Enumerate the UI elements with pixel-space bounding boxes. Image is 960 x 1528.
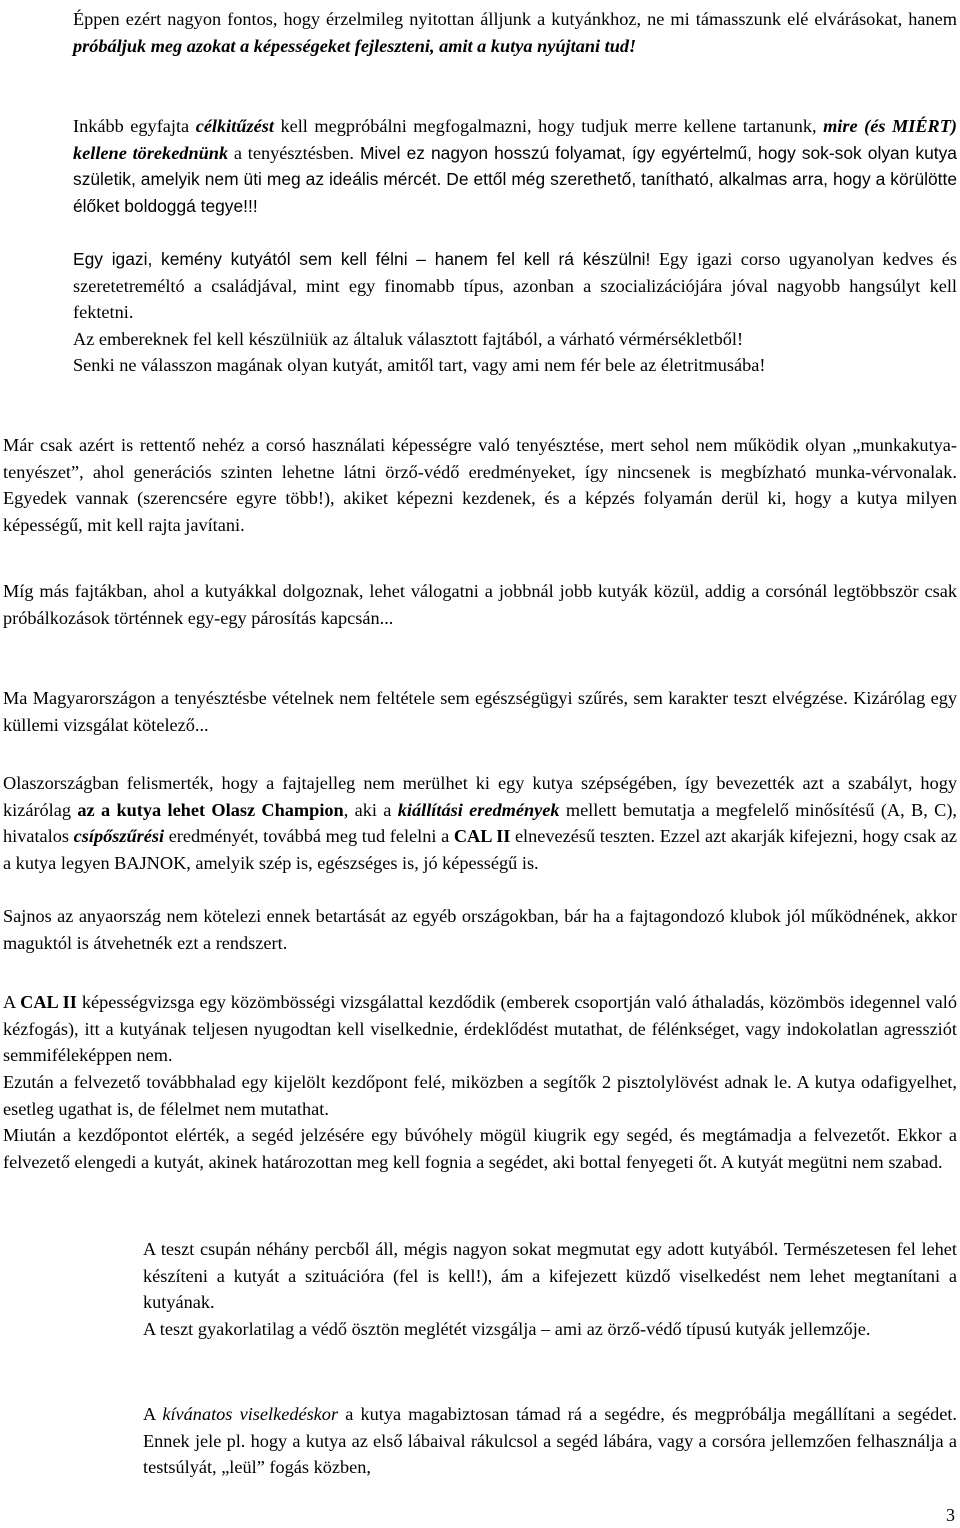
text-run: elnevezésű teszten. Ezzel azt akarják kifejezni, hogy csak az a kutya legyen BAJNOK, amelyik szép is, egészséges is, jó képességű is. [3,826,958,873]
paragraph-protective-instinct: A teszt gyakorlatilag a védő ösztön meglétét vizsgálja – ami az örző-védő típusú kutyák jellemzője. [143,1319,871,1339]
paragraph-goals [73,113,957,219]
paragraph-test-summary: A teszt csupán néhány percből áll, mégis nagyon sokat megmutat egy adott kutyából. Természetesen fel lehet készíteni a kutyát a szituációra (fel is kell!), ám a kifejezett küzdő viselkedést nem lehet megtanítani a kutyának. [143,1239,957,1313]
text-run: képességvizsga egy közömbösségi vizsgálattal kezdődik (emberek csoportján való áthaladás, közömbös idegennel való kézfogás), itt a kutyának teljesen nyugodtan kell viselkednie, érdeklődést mutathat, de félénkséget, vagy indokolatlan agressziót semmiféleképpen nem. [3,992,958,1066]
paragraph-hungary: Ma Magyarországon a tenyésztésbe vételnek nem feltétele sem egészségügyi szűrés, sem karakter teszt elvégzése. Kizárólag egy küllemi vizsgálat kötelező... [3,688,957,735]
paragraph-expectations [73,6,957,59]
paragraph-prepare: Az embereknek fel kell készülniük az általuk választott fajtából, a várható vérmérsékletből! [73,329,744,349]
text-run: a kutya magabiztosan támad rá a segédre, és megpróbálja megállítani a segédet. Ennek jele pl. hogy a kutya az első lábaival rákulcsol a segéd lábára, vagy a corsóra jellemzően felhasználja a testsúlyát, „leül” fogás közben, [143,1404,957,1478]
page-number: 3 [946,1505,955,1525]
emphasis-text: célkitűzést [195,116,274,136]
paragraph-attack: Miután a kezdőpontot elérték, a segéd jelzésére egy búvóhely mögül kiugrik egy segéd, és megtámadja a felvezetőt. Ekkor a felvezető elengedi a kutyát, akinek határozottan meg kell fognia a segédet, aki bottal fenyegeti őt. A kutyát megütni nem szabad. [3,1125,957,1172]
paragraph-gunshots: Ezután a felvezető továbbhalad egy kijelölt kezdőpont felé, miközben a segítők 2 pisztolylövést adnak le. A kutya odafigyelhet, esetleg ugathat is, de félelmet nem mutathat. [3,1072,957,1119]
paragraph-hard-dog [73,246,957,326]
text-run: Inkább egyfajta [73,116,196,136]
paragraph-working-breeding: Már csak azért is rettentő nehéz a corsó használati képességre való tenyésztése, mert sehol nem működik olyan „munkakutya-tenyészet”, ahol generációs szinten lehetne látni örző-védő eredményeket, így nincsenek is megbízható munka-vérvonalak. Egyedek vannak (szerencsére egyre több!), akiket képezni kezdenek, és a képzés folyamán derül ki, hogy a kutya milyen képességű, mit kell rajta javítani. [3,435,957,535]
text-run: , aki a [343,799,398,820]
paragraph-mother-country: Sajnos az anyaország nem kötelezi ennek betartását az egyéb országokban, bár ha a fajtagondozó klubok jól működnének, akkor maguktól is átvehetnék ezt a rendszert. [3,906,957,953]
paragraph-italy [3,770,957,876]
text-run: Egy igazi corso ugyanolyan kedves és szeretetreméltó a családjával, mint egy finomabb típus, azonban a szocializációjára jóval nagyobb hangsúlyt kell fektetni. [73,249,958,323]
paragraph-other-breeds: Míg más fajtákban, ahol a kutyákkal dolgoznak, lehet válogatni a jobbnál jobb kutyák közül, addig a corsónál legtöbbször csak próbálkozások történnek egy-egy párosítás kapcsán... [3,581,957,628]
text-run: Egy igazi, kemény kutyától sem kell félni – hanem fel kell rá készülni! [73,249,651,269]
paragraph-choose: Senki ne válasszon magának olyan kutyát, amitől tart, vagy ami nem fér bele az életritmusába! [73,355,766,375]
paragraph-desired-behavior [143,1401,957,1481]
text-run: mellett bemutatja a megfelelő minősítésű (A, B, C), hivatalos [3,799,958,847]
emphasis-text: mire (és MIÉRT) kellene törekednünk [73,116,957,163]
text-run: Olaszországban felismerték, hogy a fajtajelleg nem merülhet ki egy kutya szépségében, így bevezették azt a szabályt, hogy kizárólag [3,773,957,820]
text-run: Éppen ezért nagyon fontos, hogy érzelmileg nyitottan álljunk a kutyánkhoz, ne mi támasszunk elé elvárásokat, hanem [73,9,957,29]
text-run: eredményét, továbbá meg tud felelni a [164,826,454,847]
text-run: kell megpróbálni megfogalmazni, hogy tudjuk merre kellene tartanunk, [273,116,824,136]
bold-text: CAL II [20,992,77,1012]
emphasis-text: csípőszűrési [73,826,165,847]
emphasis-text: próbáljuk meg azokat a képességeket fejleszteni, amit a kutya nyújtani tud! [73,35,637,56]
paragraph-cal-ii [3,989,957,1069]
bold-text: CAL II [453,826,511,847]
italic-text: kívánatos viselkedéskor [162,1404,339,1424]
text-run: Mivel ez nagyon hosszú folyamat, így egyértelmű, hogy sok-sok olyan kutya születik, amelyik nem üti meg az ideális mércét. De ettől még szerethető, tanítható, alkalmas arra, hogy a körülötte élőket boldoggá tegye!!! [73,142,957,216]
text-run: A [143,1404,163,1424]
emphasis-text: kiállítási eredmények [397,799,560,820]
text-run: a tenyésztésben. [228,142,354,163]
text-run: A [3,992,21,1012]
bold-text: az a kutya lehet Olasz Champion [77,799,344,820]
